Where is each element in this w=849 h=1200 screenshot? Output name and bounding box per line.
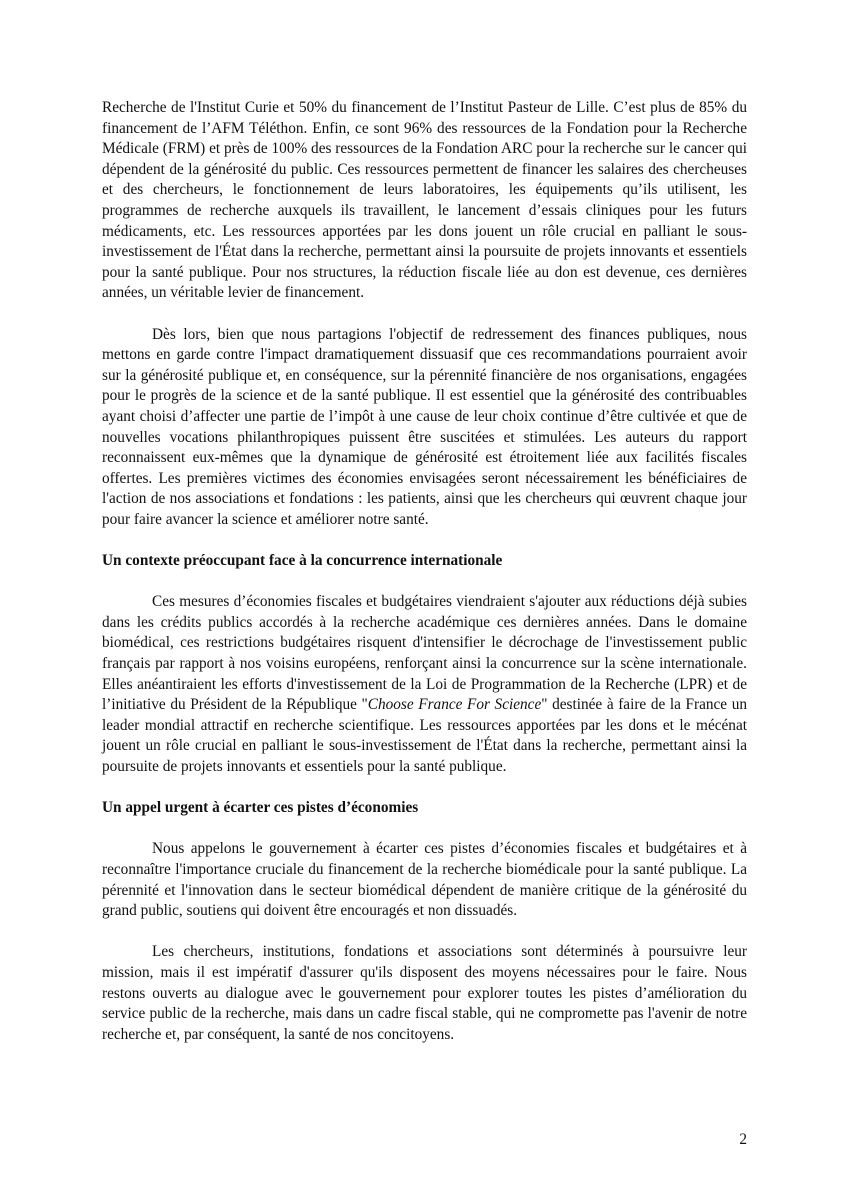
section-heading-international-context: Un contexte préoccupant face à la concurrence internationale — [102, 552, 503, 570]
paragraph-funding-sources: Recherche de l'Institut Curie et 50% du financement de l’Institut Pasteur de Lille. C’est plus de 85% du financement de l’AFM Téléthon. Enfin, ce sont 96% des ressources de la Fondation pour la Recherche Médicale (FRM) et près de 100% des ressources de la Fondation ARC pour la recherche sur le cancer qui dépendent de la générosité du public. Ces ressources permettent de financer les salaires des chercheuses et des chercheurs, le fonctionnement de leurs laboratoires, les équipements qu’ils utilisent, les programmes de recherche auxquels ils travaillent, le lancement d’essais cliniques pour les futurs médicaments, etc. Les ressources apportées par les dons jouent un rôle crucial en palliant le sous-investissement de l'État dans la recherche, permettant ainsi la poursuite de projets innovants et essentiels pour la santé publique. Pour nos structures, la réduction fiscale liée au don est devenue, ces dernières années, un véritable levier de financement. — [102, 99, 747, 302]
paragraph-warning-impact: Dès lors, bien que nous partagions l'objectif de redressement des finances publiques, nous mettons en garde contre l'impact dramatiquement dissuasif que ces recommandations pourraient avoir sur la générosité publique et, en conséquence, sur la pérennité financière de nos organisations, engagées pour le progrès de la science et de la santé publique. Il est essentiel que la générosité des contribuables ayant choisi d’affecter une partie de l’impôt à une cause de leur choix continue d’être cultivée et que de nouvelles vocations philanthropiques puissent être suscitées et stimulées. Les auteurs du rapport reconnaissent eux-mêmes que la dynamique de générosité est étroitement liée aux facilités fiscales offertes. Les premières victimes des économies envisagées seront nécessairement les bénéficiaires de l'action de nos associations et fondations : les patients, ainsi que les chercheurs qui œuvrent chaque jour pour faire avancer la science et améliorer notre santé. — [102, 325, 747, 528]
paragraph-text: " destinée à faire de la France un leader mondial attractif en recherche scientifique. Les ressources apportées par les dons et le mécénat jouent un rôle crucial en palliant le sous-investissement de l'État dans la recherche, permettant ainsi la poursuite de projets innovants et essentiels pour la santé publique. — [102, 696, 747, 775]
document-page — [102, 98, 747, 1045]
paragraph-call-to-government: Nous appelons le gouvernement à écarter ces pistes d’économies fiscales et budgétaires et à reconnaître l'importance cruciale du financement de la recherche biomédicale pour la santé publique. La pérennité et l'innovation dans le secteur biomédical dépendent de manière critique de la générosité du grand public, soutiens qui doivent être encouragés et non dissuadés. — [102, 840, 747, 920]
paragraph-budget-restrictions — [102, 592, 747, 777]
paragraph-text: Ces mesures d’économies fiscales et budgétaires viendraient s'ajouter aux réductions déjà subies dans les crédits publics accordés à la recherche académique ces dernières années. Dans le domaine biomédical, ces restrictions budgétaires risquent d'intensifier le décrochage de l'investissement public français par rapport à nos voisins européens, renforçant ainsi la concurrence sur la scène internationale. Elles anéantiraient les efforts d'investissement de la Loi de Programmation de la Recherche (LPR) et de l’initiative du Président de la République " — [102, 593, 747, 714]
page-number: 2 — [739, 1131, 747, 1148]
paragraph-dialogue: Les chercheurs, institutions, fondations et associations sont déterminés à poursuivre leur mission, mais il est impératif d'assurer qu'ils disposent des moyens nécessaires pour le faire. Nous restons ouverts au dialogue avec le gouvernement pour explorer toutes les pistes d’amélioration du service public de la recherche, mais dans un cadre fiscal stable, qui ne compromette pas l'avenir de notre recherche et, par conséquent, la santé de nos concitoyens. — [102, 943, 747, 1043]
section-heading-urgent-appeal: Un appel urgent à écarter ces pistes d’économies — [102, 799, 419, 817]
italic-initiative-name: Choose France For Science — [367, 696, 542, 714]
